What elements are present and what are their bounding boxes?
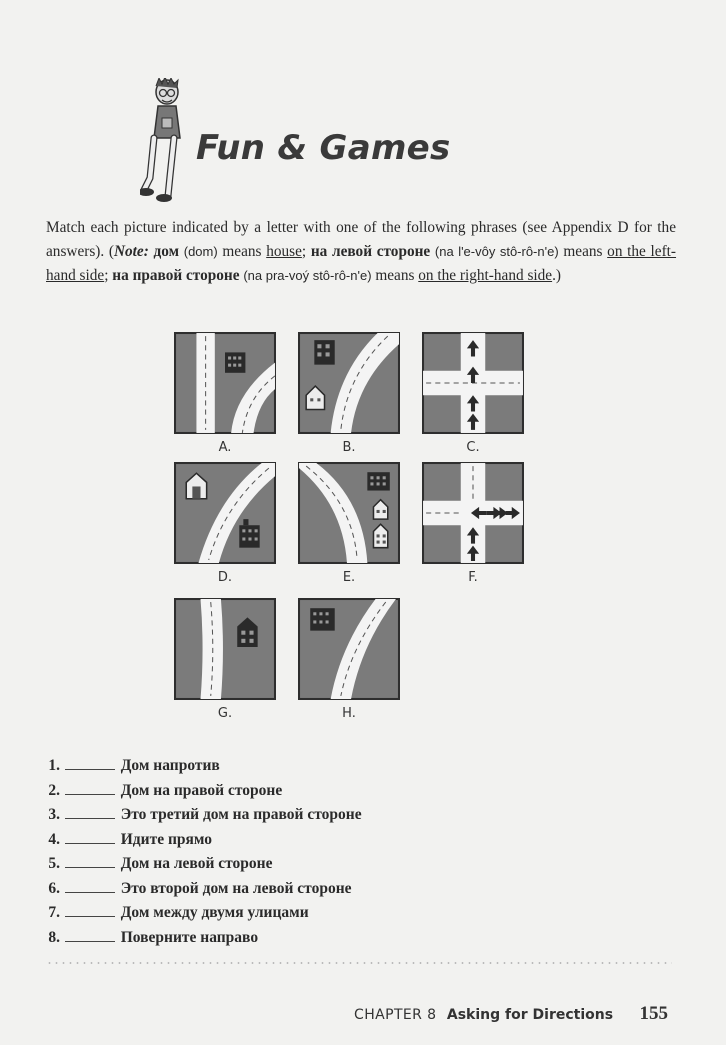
list-item [42,852,362,877]
translit-left-side: (na l'e-vôy stô-rô-n'e) [434,244,559,259]
item-number: 4. [48,830,60,848]
means-text: means [563,243,603,260]
answer-blank[interactable] [65,780,115,795]
answer-blank[interactable] [65,853,115,868]
phrase-right-side: на правой стороне [112,267,240,284]
item-phrase: Дом между двумя улицами [120,904,309,921]
note-label: Note: [113,243,149,260]
answer-blank[interactable] [65,927,115,942]
dotted-divider [46,962,672,964]
answer-blank[interactable] [65,829,115,844]
word-house: house [266,243,302,260]
means-text: means [222,243,262,260]
item-number: 7. [48,904,60,921]
answer-blank[interactable] [65,755,115,770]
picture-d [174,462,276,585]
separator: ; [301,243,307,260]
phrase-left-side: на левой стороне [310,243,431,260]
list-item [42,754,362,779]
list-item [42,901,362,926]
picture-label: C. [466,440,480,455]
picture-c [422,332,524,455]
picture-e [298,462,400,585]
picture-a [174,332,276,455]
item-number: 8. [48,928,60,946]
picture-g [174,598,276,721]
answer-blank[interactable] [65,804,115,819]
item-number: 6. [48,879,60,897]
picture-label: F. [468,570,478,585]
word-dom: дом [153,243,180,260]
page-footer [354,1003,668,1025]
picture-h [298,598,400,721]
item-phrase: Дом на правой стороне [120,781,283,799]
instructions [46,216,676,288]
list-item [42,828,362,853]
item-number: 3. [48,806,60,823]
page-number: 155 [639,1003,668,1024]
picture-b [298,332,400,455]
item-phrase: Идите прямо [120,830,212,848]
chapter-label: CHAPTER 8 [354,1007,437,1023]
meaning-right-side: on the right-hand side [418,267,553,284]
answer-list [42,754,362,950]
picture-label: D. [217,570,233,585]
means-text: means [375,267,415,284]
meaning-left-side: on the left-hand side [46,243,677,284]
picture-label: H. [342,706,356,721]
item-number: 5. [48,855,60,872]
chapter-title: Asking for Directions [446,1007,614,1023]
item-phrase: Это второй дом на левой стороне [120,879,352,897]
picture-label: A. [218,440,232,455]
item-number: 1. [48,757,60,774]
separator: ; [104,267,109,284]
list-item [42,877,362,902]
picture-label: E. [342,570,356,585]
picture-label: B. [342,440,356,455]
instructions-text: Match each picture indicated by a letter with one of the following phrases (see Appendix D for the answers). ( [46,219,676,260]
picture-f [422,462,524,585]
picture-label: G. [217,706,233,721]
translit-dom: (dom) [183,244,218,259]
list-item [42,803,362,828]
closing-text: .) [552,267,562,284]
item-number: 2. [48,781,60,799]
list-item [42,779,362,804]
mascot-illustration [140,78,198,203]
page-title: Fun & Games [196,128,451,168]
translit-right-side: (na pra-voý stô-rô-n'e) [243,268,372,283]
item-phrase: Дом на левой стороне [120,855,273,872]
item-phrase: Поверните направо [120,928,259,946]
answer-blank[interactable] [65,902,115,917]
answer-blank[interactable] [65,878,115,893]
item-phrase: Это третий дом на правой стороне [120,806,362,823]
item-phrase: Дом напротив [120,757,220,774]
list-item [42,926,362,951]
